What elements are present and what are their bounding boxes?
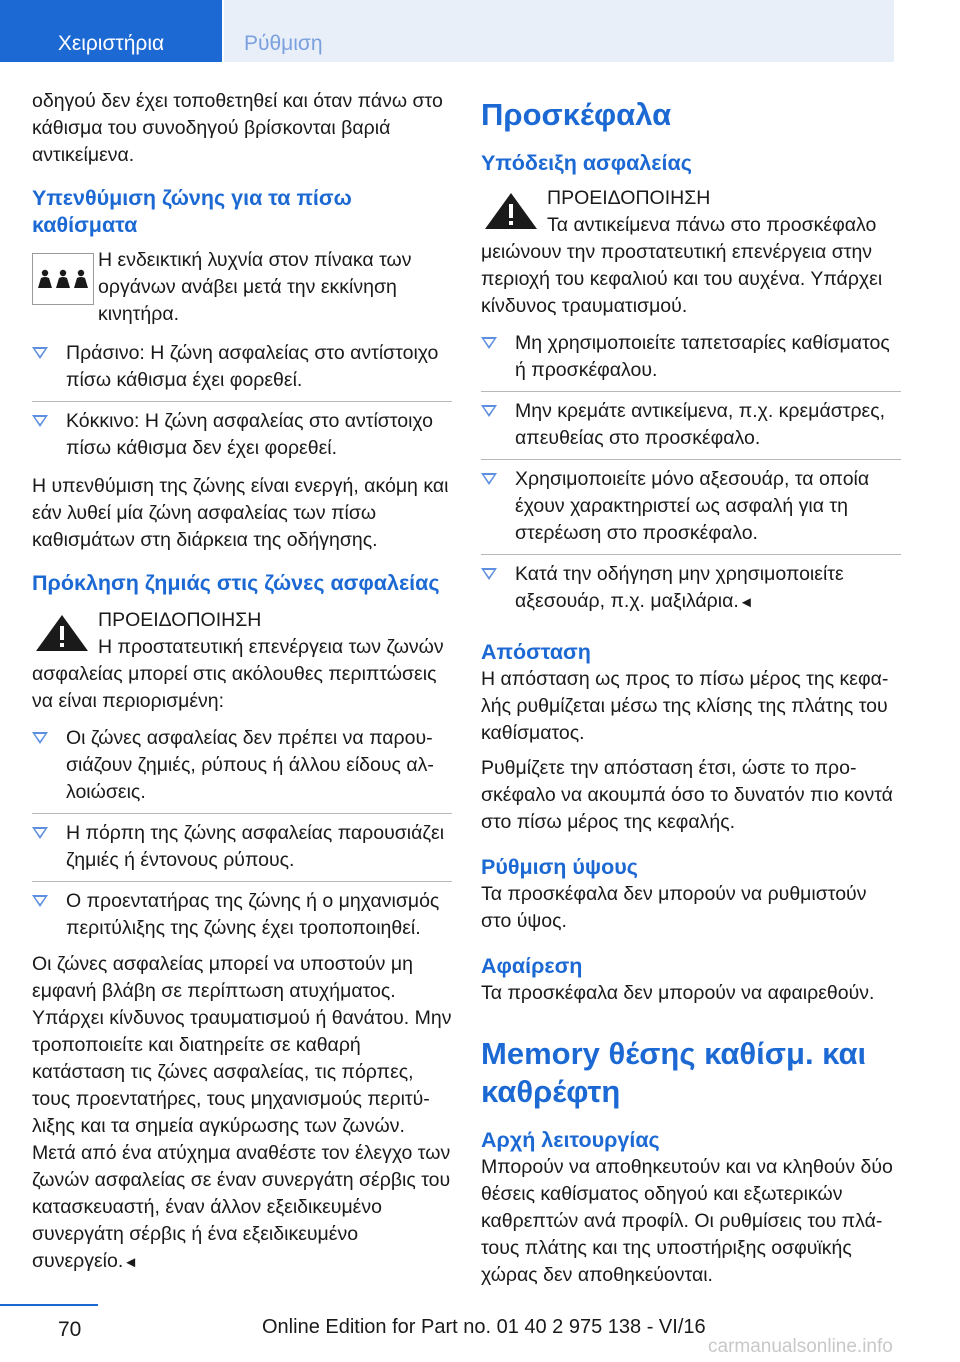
bullet-triangle-icon	[32, 895, 48, 907]
heading-safety-note: Υπόδειξη ασφαλείας	[481, 151, 692, 175]
right-column	[481, 96, 901, 1289]
bullet-triangle-icon	[32, 415, 48, 427]
warning-block	[481, 185, 901, 320]
height-paragraph: Τα προσκέφαλα δεν μπορούν να ρυθμιστούν στο ύψος.	[481, 883, 867, 932]
heading-seatbelt-damage: Πρόκληση ζημιάς στις ζώνες ασφαλείας	[32, 571, 440, 595]
seatbelt-indicator-icon	[32, 253, 94, 305]
indicator-block	[32, 247, 452, 328]
list-item: Μην κρεμάτε αντικείμενα, π.χ. κρεμάστρες, απευθείας στο προσκέφαλο.	[481, 392, 901, 460]
reminder-list	[32, 334, 452, 469]
warning-text: Η προστατευτική επενέργεια των ζωνών ασφαλείας μπορεί στις ακόλουθες περιπτώσεις να είναι περιορισμένη:	[32, 636, 444, 712]
damage-note: Οι ζώνες ασφαλείας μπορεί να υποστούν μη εμφανή βλάβη σε περίπτωση ατυχήματος. Υπάρχει κίνδυνος τραυματισμού ή θανάτου. Μην τροποποιείτε και διατηρείτε σε καθαρή κατάσταση τις ζώνες ασφαλείας, τις πόρπες, τους προεντατήρες, τους μηχανισμούς περιτύλιξης και τα σημεία αγκύρωσης των ζωνών. Μετά από ένα ατύχημα αναθέστε τον έλεγχο των ζωνών ασφαλείας σε έναν συνεργάτη σέρβις του κατασκευαστή, έναν άλλον εξειδικευμένο συνεργάτη σέρβις ή ένα εξειδικευμένο συνεργείο.◄	[32, 953, 452, 1272]
list-item: Πράσινο: Η ζώνη ασφαλείας στο αντίστοιχο πίσω κάθισμα έχει φορεθεί.	[32, 334, 452, 402]
left-column	[32, 88, 452, 1276]
end-mark: ◄	[738, 594, 754, 611]
distance-paragraph-2: Ρυθμίζετε την απόσταση έτσι, ώστε το προσκέφαλο να ακουμπά όσο το δυνατόν πιο κοντά στο πίσω μέρος της κεφαλής.	[481, 757, 893, 833]
heading-distance: Απόσταση	[481, 640, 591, 664]
list-item: Η πόρπη της ζώνης ασφαλείας παρουσιάζει ζημιές ή έντονους ρύπους.	[32, 814, 452, 882]
bullet-triangle-icon	[32, 732, 48, 744]
heading-height-adjustment: Ρύθμιση ύψους	[481, 855, 638, 879]
end-mark: ◄	[123, 1254, 139, 1271]
footer-rule	[0, 1304, 98, 1306]
distance-paragraph-1: Η απόσταση ως προς το πίσω μέρος της κεφαλής ρυθμίζεται μέσω της κλίσης της πλάτης του καθίσματος.	[481, 668, 889, 744]
heading-headrests: Προσκέφαλα	[481, 97, 672, 132]
heading-removal: Αφαίρεση	[481, 954, 583, 978]
warning-label: ΠΡΟΕΙΔΟΠΟΙΗΣΗ	[547, 187, 711, 209]
reminder-note: Η υπενθύμιση της ζώνης είναι ενεργή, ακόμη και εάν λυθεί μία ζώνη ασφαλείας των πίσω καθισμάτων στη διάρκεια της οδήγησης.	[32, 475, 449, 551]
principle-paragraph: Μπορούν να αποθηκευτούν και να κληθούν δύο θέσεις καθίσματος οδηγού και εξωτερικών καθρεπτών ανά προφίλ. Οι ρυθμίσεις του πλάτους πλάτης και της υποστήριξης οσφυϊκής χώρας δεν αποθηκεύονται.	[481, 1156, 893, 1286]
warning-block	[32, 607, 452, 715]
watermark: carmanualsonline.info	[708, 1336, 893, 1357]
tab-controls-label: Χειριστήρια	[57, 32, 165, 55]
list-item: Χρησιμοποιείτε μόνο αξεσουάρ, τα οποία έχουν χαρακτηριστεί ως ασφαλή για τη στερέωση στο προσκέφαλο.	[481, 460, 901, 555]
bullet-triangle-icon	[481, 337, 497, 349]
header-tabs	[0, 0, 960, 62]
heading-principle: Αρχή λειτουργίας	[481, 1128, 660, 1152]
bullet-triangle-icon	[481, 473, 497, 485]
list-item: Οι ζώνες ασφαλείας δεν πρέπει να παρουσιάζουν ζημιές, ρύπους ή άλλου είδους αλλοιώσεις.	[32, 719, 452, 814]
heading-seatbelt-reminder: Υπενθύμιση ζώνης για τα πίσω καθίσματα	[32, 186, 352, 237]
bullet-triangle-icon	[481, 568, 497, 580]
bullet-triangle-icon	[481, 405, 497, 417]
list-item: Κατά την οδήγηση μην χρησιμοποιείτε αξεσουάρ, π.χ. μαξιλάρια.◄	[481, 555, 901, 623]
indicator-text: Η ενδεικτική λυχνία στον πίνακα των οργάνων ανάβει μετά την εκκίνηση κινητήρα.	[98, 249, 412, 325]
damage-list	[32, 719, 452, 949]
list-item: Ο προεντατήρας της ζώνης ή ο μηχανισμός περιτύλιξης της ζώνης έχει τροποποιηθεί.	[32, 882, 452, 949]
heading-memory: Memory θέσης καθίσμ. και καθρέφτη	[481, 1036, 867, 1109]
list-item: Μη χρησιμοποιείτε ταπετσαρίες καθίσματος ή προσκέφαλου.	[481, 324, 901, 392]
intro-paragraph: οδηγού δεν έχει τοποθετηθεί και όταν πάνω στο κάθισμα του συνοδηγού βρίσκονται βαριά αντικείμενα.	[32, 90, 443, 166]
edition-text: Online Edition for Part no. 01 40 2 975 138 - VI/16	[262, 1316, 706, 1338]
tab-controls[interactable]	[0, 0, 222, 62]
bullet-triangle-icon	[32, 827, 48, 839]
page-number: 70	[58, 1318, 82, 1341]
warning-triangle-icon	[481, 189, 541, 233]
warning-triangle-icon	[32, 611, 92, 655]
tab-settings-label: Ρύθμιση	[244, 32, 323, 55]
safety-list	[481, 324, 901, 623]
warning-label: ΠΡΟΕΙΔΟΠΟΙΗΣΗ	[98, 609, 262, 631]
list-item: Κόκκινο: Η ζώνη ασφαλείας στο αντίστοιχο πίσω κάθισμα δεν έχει φορεθεί.	[32, 402, 452, 469]
warning-text: Τα αντικείμενα πάνω στο προσκέφαλο μειώνουν την προστατευτική επενέργεια στην περιοχή του κεφαλιού και του αυχένα. Υπάρχει κίνδυνος τραυματισμού.	[481, 214, 883, 317]
tab-settings[interactable]	[224, 0, 894, 62]
bullet-triangle-icon	[32, 347, 48, 359]
removal-paragraph: Τα προσκέφαλα δεν μπορούν να αφαιρεθούν.	[481, 982, 875, 1004]
